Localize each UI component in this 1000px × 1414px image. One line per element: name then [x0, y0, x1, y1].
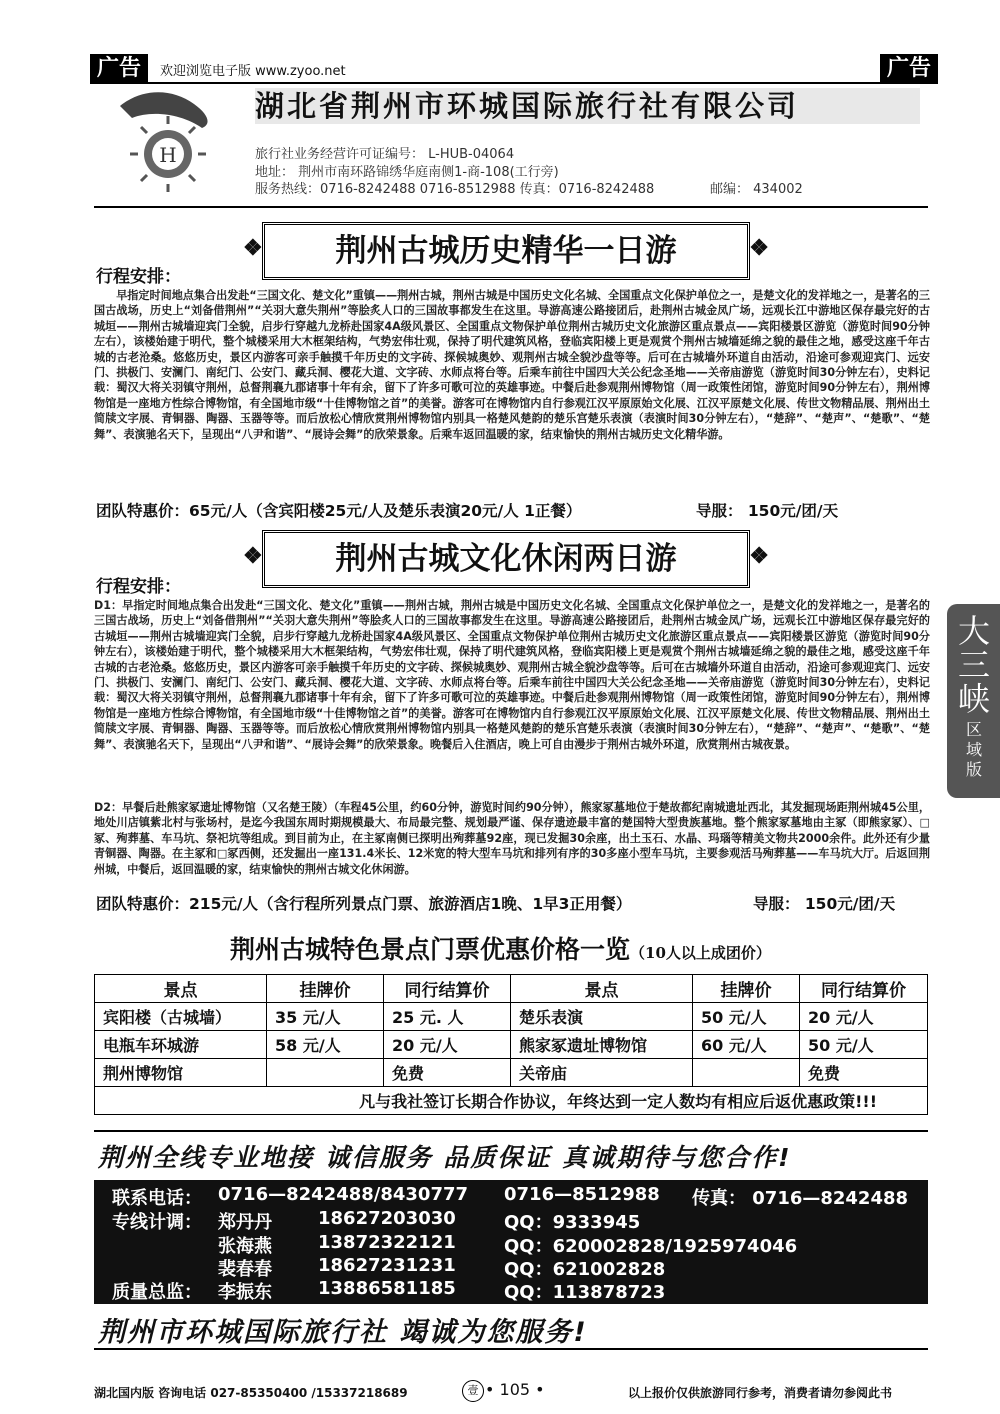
- tickets-note: 凡与我社签订长期合作协议，年终达到一定人数均有相应后返优惠政策!!!: [95, 1087, 928, 1115]
- table-row: [95, 1031, 928, 1059]
- table-cell: 关帝庙: [511, 1059, 693, 1087]
- page-number: • 105 •: [485, 1380, 545, 1399]
- table-cell: 35 元/人: [267, 1003, 384, 1031]
- table-cell: 宾阳楼（古城墙）: [95, 1003, 267, 1031]
- staff-mobile[interactable]: 13872322121: [318, 1232, 456, 1253]
- divider: [94, 1130, 928, 1132]
- table-cell: 20 元/人: [800, 1003, 928, 1031]
- footer-left: 湖北国内版 咨询电话 027-85350400 /15337218689: [94, 1386, 408, 1400]
- table-row: [95, 1003, 928, 1031]
- tour1-schedule-label: 行程安排：: [96, 267, 181, 287]
- table-note-row: [95, 1087, 928, 1115]
- tour1-price: 65元/人（含宾阳楼25元/人及楚乐表演20元/人 1正餐）: [189, 502, 582, 520]
- table-cell: 熊家冢遗址博物馆: [511, 1031, 693, 1059]
- qc-qq[interactable]: QQ：113878723: [504, 1282, 666, 1303]
- company-logo: [112, 84, 222, 194]
- tour2-day2: D2：早餐后赴熊家冢遗址博物馆（又名楚王陵）（车程45公里，约60分钟，游览时间约90分钟），熊家冢墓地位于楚故都纪南城遗址西北，其发掘现场距荆州城45公里，地处川店镇紫北村与张场村，是迄今我国东周时期规模最大、布局最完整、规划最严谨、保存遗迹最丰富的楚国特大型贵族墓地。整个熊家冢墓地由主冢（即熊家冢）、□冢、殉葬墓、车马坑、祭祀坑等组成。到目前为止，在主冢南侧已探明出殉葬墓92座，现已发掘30余座，出土玉石、水晶、玛瑙等精美文物共2000余件。此外还有少量青铜器、陶器。在主冢和□冢西侧，还发掘出一座131.4米长、12米宽的特大型车马坑和排列有序的30多座小型车马坑，主要参观活马殉葬墓——车马坑大厅。后返回荆州城，中餐后，返回温暖的家，结束愉快的荆州古城文化休闲游。: [94, 801, 930, 876]
- table-cell: 免费: [800, 1059, 928, 1087]
- staff-mobile[interactable]: 18627203030: [318, 1208, 456, 1229]
- header-cell: 景点: [511, 975, 693, 1003]
- tour1-guide-fee: 导服： 150元/团/天: [696, 502, 839, 520]
- footer-right: 以上报价仅供旅游同行参考，消费者请勿参阅此书: [628, 1386, 893, 1400]
- header-cell: 景点: [95, 975, 267, 1003]
- header-cell: 同行结算价: [800, 975, 928, 1003]
- ad-label-left: 广告: [90, 54, 148, 84]
- staff-name: 裴春春: [218, 1259, 272, 1280]
- table-cell: 50 元/人: [800, 1031, 928, 1059]
- qc-name: 李振东: [218, 1282, 272, 1303]
- qc-mobile[interactable]: 13886581185: [318, 1278, 456, 1299]
- tour1-price-label: 团队特惠价：: [96, 502, 190, 520]
- tour2-day1: D1：早指定时间地点集合出发赴“三国文化、楚文化”重镇——荆州古城，荆州古城是中国历史文化名城、全国重点文化保护单位之一，是楚文化的发祥地之一，是著名的三国古战场，历史上“刘备借荆州”“关羽大意失荆州”等脍炙人口的三国故事都发生在这里。导游高速公路接团后，赴荆州古城金凤广场，远观长江中游地区保存最完好的古城垣——荆州古城墙迎宾门全貌，启步行穿越九龙桥赴国家4A级风景区、全国重点文物保护单位荆州古城历史文化旅游区重点景点——宾阳楼景区游览（游览时间90分钟左右），该楼始建于明代，整个城楼采用大木框架结构，气势宏伟壮观，保持了明代建筑风格，登临宾阳楼上更是观赏个荆州古城墙延绵之貌的最佳之地，感受这座千年古城的古老沧桑。悠悠历史，景区内游客可亲手触摸千年历史的文字砖、探候城奥妙、观荆州古城全貌沙盘等等。后可在古城墙外环道自由活动，沿途可参观迎宾门、远安门、拱极门、安澜门、南纪门、公安门、藏兵洞、樱花大道、文字砖、水师点将台等。后乘车前往中国四大关公纪念圣地——关帝庙游览（游览时间30分钟左右），史料记载：蜀汉大将关羽镇守荆州，总督荆襄九郡诸事十年有余，留下了许多可歌可泣的英雄事迹。中餐后赴参观荆州博物馆（周一政策性闭馆，游览时间90分钟左右），荆州博物馆是一座地方性综合博物馆，有全国地市级“十佳博物馆之首”的美誉。游客可在博物馆内自行参观江汉平原原始文化展、江汉平原楚文化展、传世文物精品展、荆州出土简牍文字展、青铜器、陶器、玉器等等。而后放松心情欣赏荆州博物馆内别具一格楚风楚韵的楚乐宫楚乐表演（表演时间30分钟左右），“楚辞”、“楚声”、“楚歌”、“楚舞”、表演驰名天下，呈现出“八尹和谐”、“展诗会舞”的欣荣景象。晚餐后入住酒店，晚上可自由漫步于荆州古城外环道，欣赏荆州古城夜景。: [94, 599, 930, 751]
- tickets-title-row: [230, 930, 771, 966]
- ad-label-right: 广告: [880, 54, 938, 84]
- svg-text:H: H: [159, 143, 177, 167]
- company-name: 湖北省荆州市环城国际旅行社有限公司: [255, 88, 920, 124]
- tour2-price-row: [96, 892, 631, 914]
- tickets-subtitle: （10人以上成团价）: [630, 944, 771, 962]
- ticket-price-table: [94, 974, 928, 1115]
- table-cell: 电瓶车环城游: [95, 1031, 267, 1059]
- slogan-service: 荆州全线专业地接 诚信服务 品质保证 真诚期待与您合作!: [98, 1143, 792, 1172]
- table-cell: [693, 1059, 800, 1087]
- slogan-agency: 荆州市环城国际旅行社 竭诚为您服务!: [98, 1317, 588, 1348]
- tour1-title: ❖ 荆州古城历史精华一日游 ❖: [262, 222, 750, 280]
- table-header-row: [95, 975, 928, 1003]
- staff-name: 郑丹丹: [218, 1212, 272, 1233]
- table-row: [95, 1059, 928, 1087]
- tour2-schedule-label: 行程安排：: [96, 577, 181, 597]
- staff-qq[interactable]: QQ：9333945: [504, 1212, 641, 1233]
- staff-name: 张海燕: [218, 1236, 272, 1257]
- table-cell: 58 元/人: [267, 1031, 384, 1059]
- staff-mobile[interactable]: 18627231231: [318, 1255, 456, 1276]
- tour2-title: ❖ 荆州古城文化休闲两日游 ❖: [262, 530, 750, 588]
- qc-label: 质量总监：: [112, 1282, 202, 1303]
- tickets-title: 荆州古城特色景点门票优惠价格一览: [230, 935, 631, 964]
- page-mark-icon: 壹: [462, 1380, 484, 1402]
- tour2-price-label: 团队特惠价：: [96, 895, 190, 913]
- company-hotline: 服务热线：0716-8242488 0716-8512988 传真：0716-8242488: [255, 182, 655, 197]
- table-cell: 20 元/人: [384, 1031, 511, 1059]
- phone-secondary[interactable]: 0716—8512988: [504, 1184, 660, 1205]
- phone-primary[interactable]: 0716—8242488/8430777: [218, 1184, 469, 1205]
- tour1-description: 早指定时间地点集合出发赴“三国文化、楚文化”重镇——荆州古城，荆州古城是中国历史文化名城、全国重点文化保护单位之一，是楚文化的发祥地之一，是著名的三国古战场，历史上“刘备借荆州”“关羽大意失荆州”等脍炙人口的三国故事都发生在这里。导游高速公路接团后，赴荆州古城金凤广场，远观长江中游地区保存最完好的古城垣——荆州古城墙迎宾门全貌，启步行穿越九龙桥赴国家4A级风景区、全国重点文物保护单位荆州古城历史文化旅游区重点景点——宾阳楼景区游览（游览时间90分钟左右），该楼始建于明代，整个城楼采用大木框架结构，气势宏伟壮观，保持了明代建筑风格，登临宾阳楼上更是观赏个荆州古城墙延绵之貌的最佳之地，感受这座千年古城的古老沧桑。悠悠历史，景区内游客可亲手触摸千年历史的文字砖、探候城奥妙、观荆州古城全貌沙盘等等。后可在古城墙外环道自由活动，沿途可参观迎宾门、远安门、拱极门、安澜门、南纪门、公安门、藏兵洞、樱花大道、文字砖、水师点将台等。后乘车前往中国四大关公纪念圣地——关帝庙游览（游览时间30分钟左右），史料记载：蜀汉大将关羽镇守荆州，总督荆襄九郡诸事十年有余，留下了许多可歌可泣的英雄事迹。中餐后赴参观荆州博物馆（周一政策性闭馆，游览时间90分钟左右），荆州博物馆是一座地方性综合博物馆，有全国地市级“十佳博物馆之首”的美誉。游客可在博物馆内自行参观江汉平原原始文化展、江汉平原楚文化展、传世文物精品展、荆州出土简牍文字展、青铜器、陶器、玉器等等。而后放松心情欣赏荆州博物馆内别具一格楚风楚韵的楚乐宫楚乐表演（表演时间30分钟左右），“楚辞”、“楚声”、“楚歌”、“楚舞”、表演驰名天下，呈现出“八尹和谐”、“展诗会舞”的欣荣景象。后乘车返回温暖的家，结束愉快的荆州古城历史文化精华游。: [94, 289, 930, 441]
- table-cell: 荆州博物馆: [95, 1059, 267, 1087]
- contact-panel: [94, 1180, 928, 1304]
- company-postcode: 邮编： 434002: [710, 182, 803, 197]
- welcome-text[interactable]: 欢迎浏览电子版 www.zyoo.net: [160, 64, 346, 79]
- side-tab-subtitle: 区域版: [965, 720, 982, 779]
- tour1-price-row: [96, 499, 581, 521]
- header-cell: 挂牌价: [693, 975, 800, 1003]
- tour2-price: 215元/人（含行程所列景点门票、旅游酒店1晚、1早3正用餐）: [189, 895, 632, 913]
- region-side-tab[interactable]: [947, 604, 1000, 798]
- header-cell: 同行结算价: [384, 975, 511, 1003]
- side-tab-title: 大三峡: [957, 612, 990, 718]
- line-label: 专线计调：: [112, 1212, 202, 1233]
- divider: [94, 1348, 928, 1350]
- table-cell: 60 元/人: [693, 1031, 800, 1059]
- tour2-guide-fee: 导服： 150元/团/天: [753, 895, 896, 913]
- table-cell: 50 元/人: [693, 1003, 800, 1031]
- table-cell: 楚乐表演: [511, 1003, 693, 1031]
- license-number: 旅行社业务经营许可证编号： L-HUB-04064: [255, 147, 515, 162]
- divider: [94, 206, 928, 208]
- table-cell: [267, 1059, 384, 1087]
- company-address: 地址： 荆州市南环路锦绣华庭南侧1-商-108(工行旁): [255, 165, 559, 180]
- table-cell: 25 元. 人: [384, 1003, 511, 1031]
- phone-label: 联系电话：: [112, 1188, 202, 1209]
- staff-qq[interactable]: QQ：620002828/1925974046: [504, 1236, 798, 1257]
- fax-number: 传真： 0716—8242488: [692, 1188, 909, 1209]
- header-cell: 挂牌价: [267, 975, 384, 1003]
- table-cell: 免费: [384, 1059, 511, 1087]
- staff-qq[interactable]: QQ：621002828: [504, 1259, 666, 1280]
